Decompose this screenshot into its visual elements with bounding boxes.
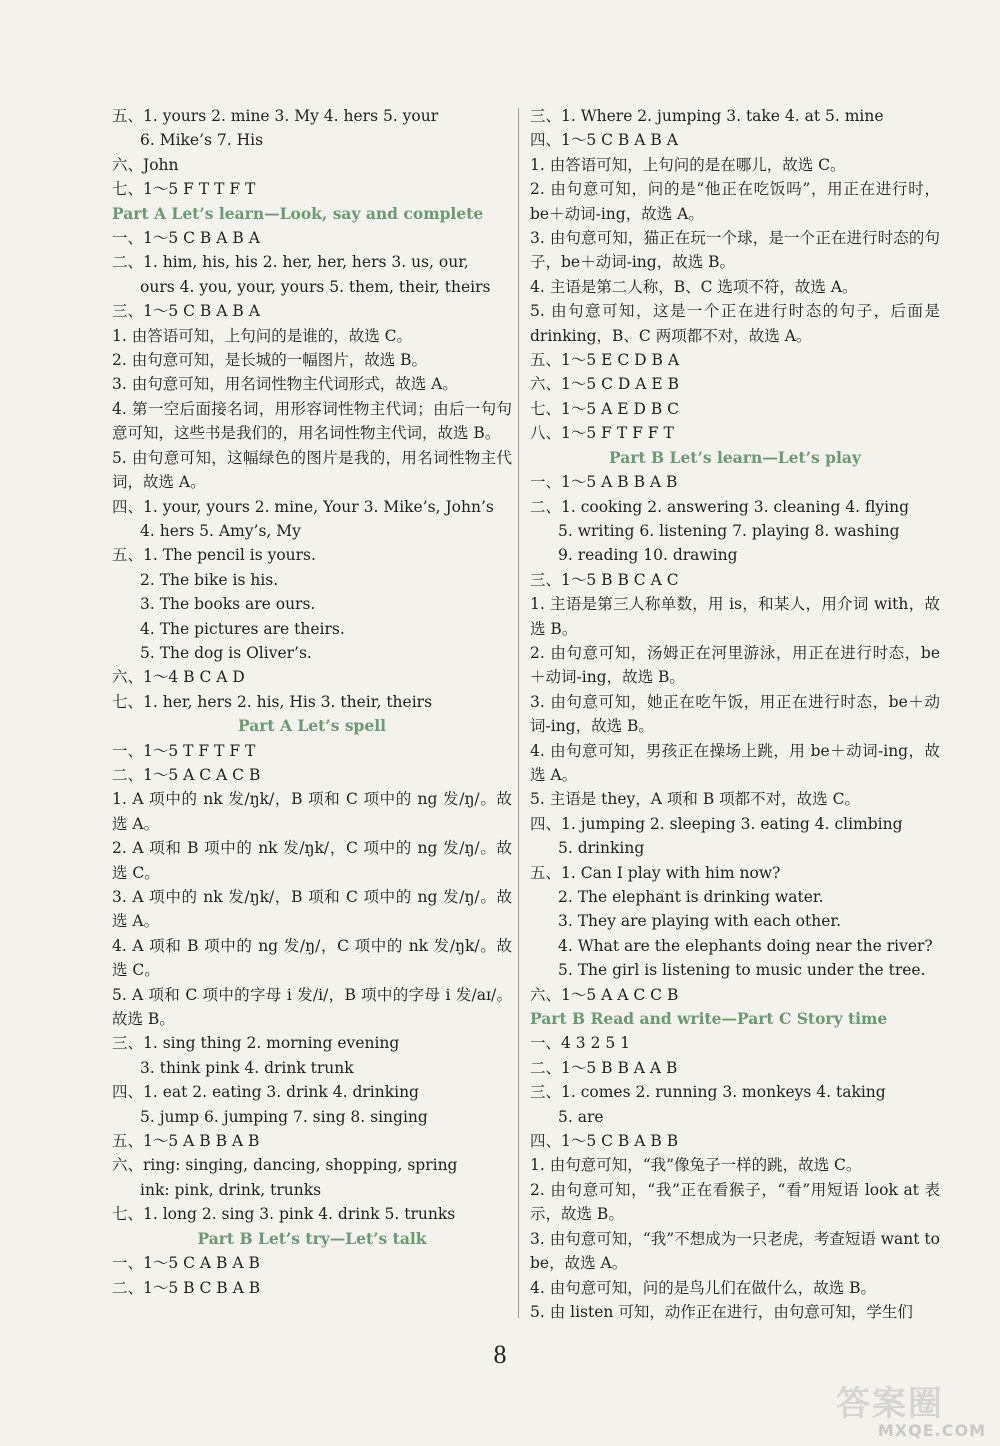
- answer-line: 1. 由答语可知，上句问的是谁的，故选 C。: [112, 326, 413, 345]
- answer-line: 5. 由句意可知，这是一个正在进行时态的句子，后面是 drinking，B、C 两项都不对，故选 A。: [530, 302, 940, 345]
- answer-line: 五、1～5 A B B A B: [112, 1132, 260, 1151]
- answer-line: 4. 第一空后面接名词，用形容词性物主代词；由后一句句意可知，这些书是我们的，用名词性物主代词，故选 B。: [112, 399, 512, 443]
- answer-line: 4. What are the elephants doing near the river?: [558, 936, 933, 955]
- answer-line: 八、1～5 F T F F T: [530, 424, 674, 443]
- answer-line: 四、1～5 C B A B B: [530, 1132, 679, 1151]
- answer-line: 二、1～5 B C B A B: [112, 1278, 261, 1297]
- right-column: [530, 104, 940, 1324]
- section-heading: Part B Read and write—Part C Story time: [530, 1009, 888, 1029]
- answer-line: 3. 由句意可知，猫正在玩一个球，是一个正在进行时态的句子，be＋动词-ing，故选 B。: [530, 229, 940, 272]
- answer-line: 五、1. Can I play with him now?: [530, 863, 781, 882]
- answer-line: 一、1～5 C A B A B: [112, 1254, 260, 1273]
- section-heading: Part A Let’s spell: [237, 716, 387, 736]
- answer-line: 1. 由答语可知，上句问的是在哪儿，故选 C。: [530, 155, 846, 174]
- answer-line: 3. 由句意可知，“我”不想成为一只老虎，考查短语 want to be，故选 A。: [530, 1229, 940, 1273]
- answer-line: 2. 由句意可知，问的是“他正在吃饭吗”，用正在进行时，be＋动词-ing，故选 A。: [530, 180, 940, 223]
- answer-line: 四、1. eat 2. eating 3. drink 4. drinking: [112, 1083, 419, 1102]
- watermark-domain: MXQE.COM: [877, 1421, 986, 1440]
- answer-line: 一、1～5 T F T F T: [112, 741, 256, 760]
- answer-line: ink: pink, drink, trunks: [140, 1180, 322, 1199]
- answer-line: 4. The pictures are theirs.: [140, 619, 345, 638]
- answer-line: 2. 由句意可知，汤姆正在河里游泳，用正在进行时态，be＋动词-ing，故选 B。: [530, 643, 940, 687]
- answer-line: 一、4 3 2 5 1: [530, 1034, 631, 1053]
- answer-line: 5. 由 listen 可知，动作正在进行，由句意可知，学生们: [530, 1302, 913, 1321]
- answer-line: 六、1～5 C D A E B: [530, 375, 680, 394]
- answer-line: 3. They are playing with each other.: [558, 912, 842, 931]
- answer-line: 四、1～5 C B A B A: [530, 131, 678, 150]
- answer-line: 4. hers 5. Amy’s, My: [140, 521, 301, 540]
- watermark-logo: [836, 1376, 986, 1438]
- answer-line: 一、1～5 A B B A B: [530, 473, 678, 492]
- answer-line: 五、1～5 E C D B A: [530, 351, 680, 370]
- left-column: [112, 104, 512, 1300]
- answer-line: 5. The girl is listening to music under the tree.: [558, 961, 926, 980]
- answer-line: 七、1. her, hers 2. his, His 3. their, theirs: [112, 692, 433, 711]
- answer-line: 2. The elephant is drinking water.: [558, 888, 824, 906]
- answer-line: 5. jump 6. jumping 7. sing 8. singing: [140, 1107, 428, 1126]
- answer-line: 五、1. yours 2. mine 3. My 4. hers 5. your: [112, 107, 439, 125]
- answer-line: 三、1. sing thing 2. morning evening: [112, 1034, 400, 1053]
- answer-line: 1. 由句意可知，“我”像兔子一样的跳，故选 C。: [530, 1156, 862, 1175]
- answer-line: 6. Mike’s 7. His: [140, 131, 264, 150]
- section-heading: Part A Let’s learn—Look, say and complete: [112, 203, 484, 223]
- answer-line: 4. 由句意可知，男孩正在操场上跳，用 be＋动词-ing，故选 A。: [530, 741, 940, 784]
- watermark-text: 答案圈: [836, 1384, 944, 1424]
- answer-line: 七、1～5 A E D B C: [530, 399, 680, 418]
- answer-line: ours 4. you, your, yours 5. them, their, theirs: [140, 277, 491, 296]
- answer-line: 一、1～5 C B A B A: [112, 229, 260, 248]
- answer-line: 2. A 项和 B 项中的 nk 发/ŋk/，C 项中的 ng 发/ŋ/。故选 C。: [112, 839, 512, 882]
- answer-line: 2. 由句意可知，是长城的一幅图片，故选 B。: [112, 351, 428, 370]
- answer-line: 六、John: [112, 155, 179, 174]
- answer-line: 二、1. him, his, his 2. her, her, hers 3. us, our,: [112, 253, 469, 272]
- answer-line: 二、1～5 B B A A B: [530, 1058, 678, 1077]
- answer-line: 2. The bike is his.: [140, 570, 279, 589]
- answer-line: 三、1. comes 2. running 3. monkeys 4. taking: [530, 1083, 886, 1102]
- page-number: 8: [493, 1340, 507, 1369]
- answer-line: 5. 由句意可知，这幅绿色的图片是我的，用名词性物主代词，故选 A。: [112, 448, 512, 492]
- answer-line: 二、1. cooking 2. answering 3. cleaning 4. flying: [530, 497, 909, 516]
- answer-line: 1. 主语是第三人称单数，用 is，和某人，用介词 with，故选 B。: [530, 595, 940, 638]
- answer-line: 三、1～5 C B A B A: [112, 302, 260, 321]
- answer-line: 1. A 项中的 nk 发/ŋk/，B 项和 C 项中的 ng 发/ŋ/。故选 A。: [112, 790, 512, 833]
- answer-line: 5. The dog is Oliver’s.: [140, 643, 312, 662]
- answer-line: 5. are: [558, 1107, 604, 1126]
- answer-line: 七、1. long 2. sing 3. pink 4. drink 5. trunks: [112, 1205, 456, 1224]
- answer-line: 3. think pink 4. drink trunk: [140, 1058, 354, 1077]
- answer-line: 4. 由句意可知，问的是鸟儿们在做什么，故选 B。: [530, 1278, 877, 1297]
- answer-line: 三、1. Where 2. jumping 3. take 4. at 5. mine: [530, 107, 884, 125]
- section-heading: Part B Let’s try—Let’s talk: [197, 1228, 427, 1248]
- answer-line: 5. drinking: [558, 839, 645, 858]
- answer-line: 二、1～5 A C A C B: [112, 765, 261, 784]
- answer-line: 四、1. your, yours 2. mine, Your 3. Mike’s, John’s: [112, 497, 494, 516]
- answer-line: 3. 由句意可知，她正在吃午饭，用正在进行时态，be＋动词-ing，故选 B。: [530, 692, 940, 736]
- answer-line: 四、1. jumping 2. sleeping 3. eating 4. climbing: [530, 814, 903, 833]
- answer-line: 3. 由句意可知，用名词性物主代词形式，故选 A。: [112, 375, 458, 394]
- answer-line: 5. 主语是 they，A 项和 B 项都不对，故选 C。: [530, 790, 860, 809]
- section-heading: Part B Let’s learn—Let’s play: [609, 447, 861, 467]
- answer-line: 9. reading 10. drawing: [558, 546, 738, 565]
- answer-line: 六、1～4 B C A D: [112, 668, 245, 687]
- answer-line: 三、1～5 B B C A C: [530, 570, 679, 589]
- answer-line: 七、1～5 F T T F T: [112, 180, 256, 199]
- column-divider: [518, 108, 519, 1318]
- answer-line: 2. 由句意可知，“我”正在看猴子，“看”用短语 look at 表示，故选 B。: [530, 1180, 940, 1224]
- answer-line: 3. The books are ours.: [140, 595, 316, 614]
- answer-line: 六、ring: singing, dancing, shopping, spring: [112, 1156, 458, 1175]
- answer-line: 3. A 项中的 nk 发/ŋk/，B 项和 C 项中的 ng 发/ŋ/。故选 A。: [112, 888, 512, 931]
- answer-line: 5. writing 6. listening 7. playing 8. washing: [558, 521, 900, 540]
- answer-line: 4. A 项和 B 项中的 ng 发/ŋ/，C 项中的 nk 发/ŋk/。故选 C。: [112, 936, 512, 980]
- answer-line: 六、1～5 A A C C B: [530, 985, 679, 1004]
- answer-line: 五、1. The pencil is yours.: [112, 546, 316, 565]
- answer-line: 4. 主语是第二人称，B、C 选项不符，故选 A。: [530, 277, 858, 296]
- answer-line: 5. A 项和 C 项中的字母 i 发/i/，B 项中的字母 i 发/aɪ/。故选 B。: [112, 985, 512, 1029]
